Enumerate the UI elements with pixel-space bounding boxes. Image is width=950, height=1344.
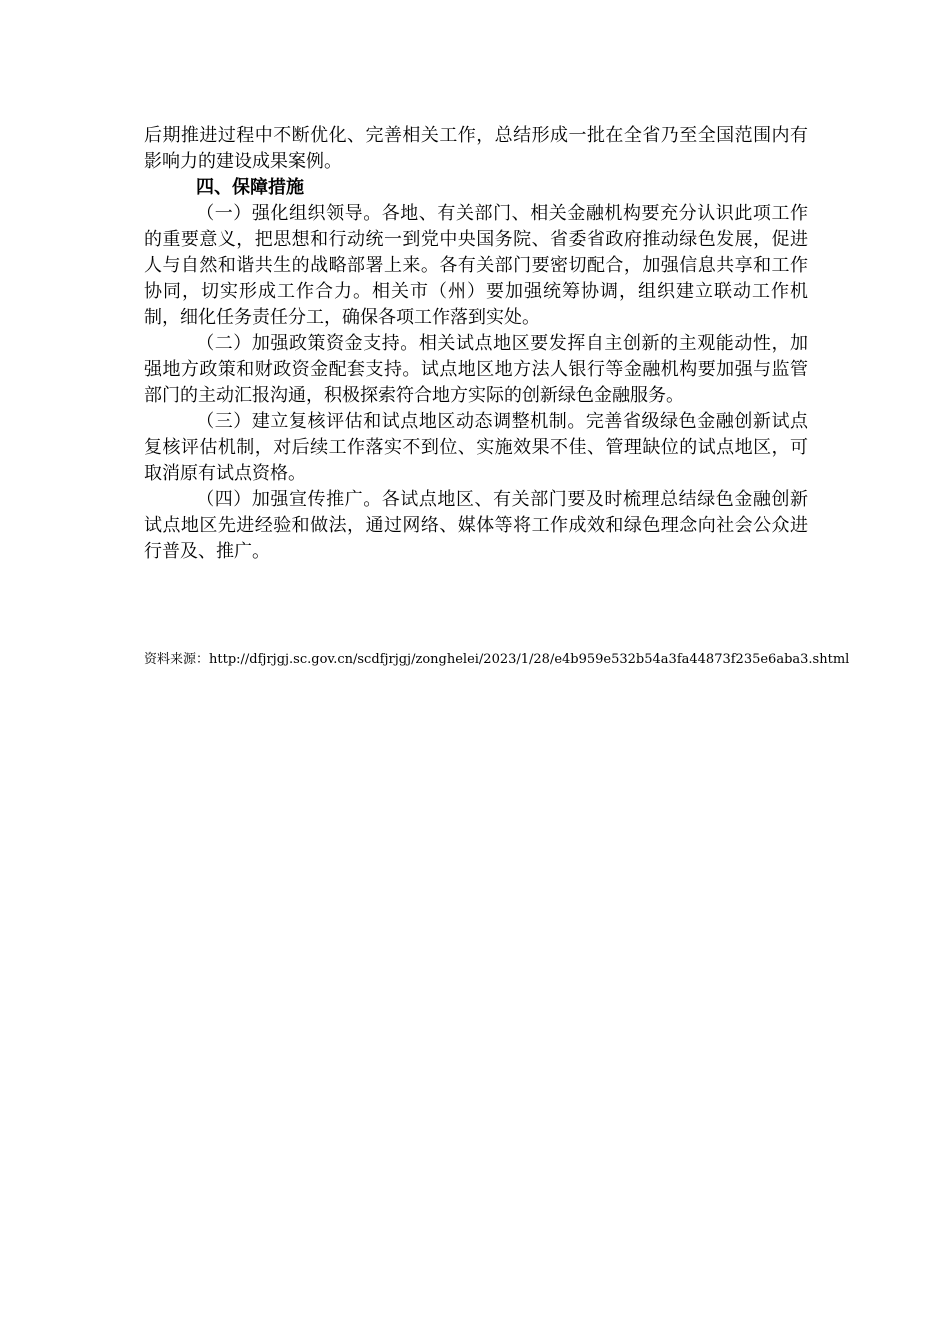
paragraph-organization-leadership: （一）强化组织领导。各地、有关部门、相关金融机构要充分认识此项工作的重要意义，把思想和行动统一到党中央国务院、省委省政府推动绿色发展，促进人与自然和谐共生的战略部署上来。各有关部门要密切配合，加强信息共享和工作协同，切实形成工作合力。相关市（州）要加强统筹协调，组织建立联动工作机制，细化任务责任分工，确保各项工作落到实处。: [144, 203, 808, 328]
paragraph-publicity: （四）加强宣传推广。各试点地区、有关部门要及时梳理总结绿色金融创新试点地区先进经验和做法，通过网络、媒体等将工作成效和绿色理念向社会公众进行普及、推广。: [144, 489, 808, 562]
paragraph-policy-funding: （二）加强政策资金支持。相关试点地区要发挥自主创新的主观能动性，加强地方政策和财政资金配套支持。试点地区地方法人银行等金融机构要加强与监管部门的主动汇报沟通，积极探索符合地方实际的创新绿色金融服务。: [144, 333, 808, 406]
document-body: [144, 123, 808, 565]
continuation-paragraph: 后期推进过程中不断优化、完善相关工作，总结形成一批在全省乃至全国范围内有影响力的建设成果案例。: [144, 125, 808, 172]
paragraph-review-mechanism: （三）建立复核评估和试点地区动态调整机制。完善省级绿色金融创新试点复核评估机制，对后续工作落实不到位、实施效果不佳、管理缺位的试点地区，可取消原有试点资格。: [144, 411, 808, 484]
source-citation: 资料来源：http://dfjrjgj.sc.gov.cn/scdfjrjgj/zonghelei/2023/1/28/e4b959e532b54a3fa44873f235e6aba3.shtml: [144, 652, 850, 667]
section-heading: 四、保障措施: [196, 177, 304, 198]
